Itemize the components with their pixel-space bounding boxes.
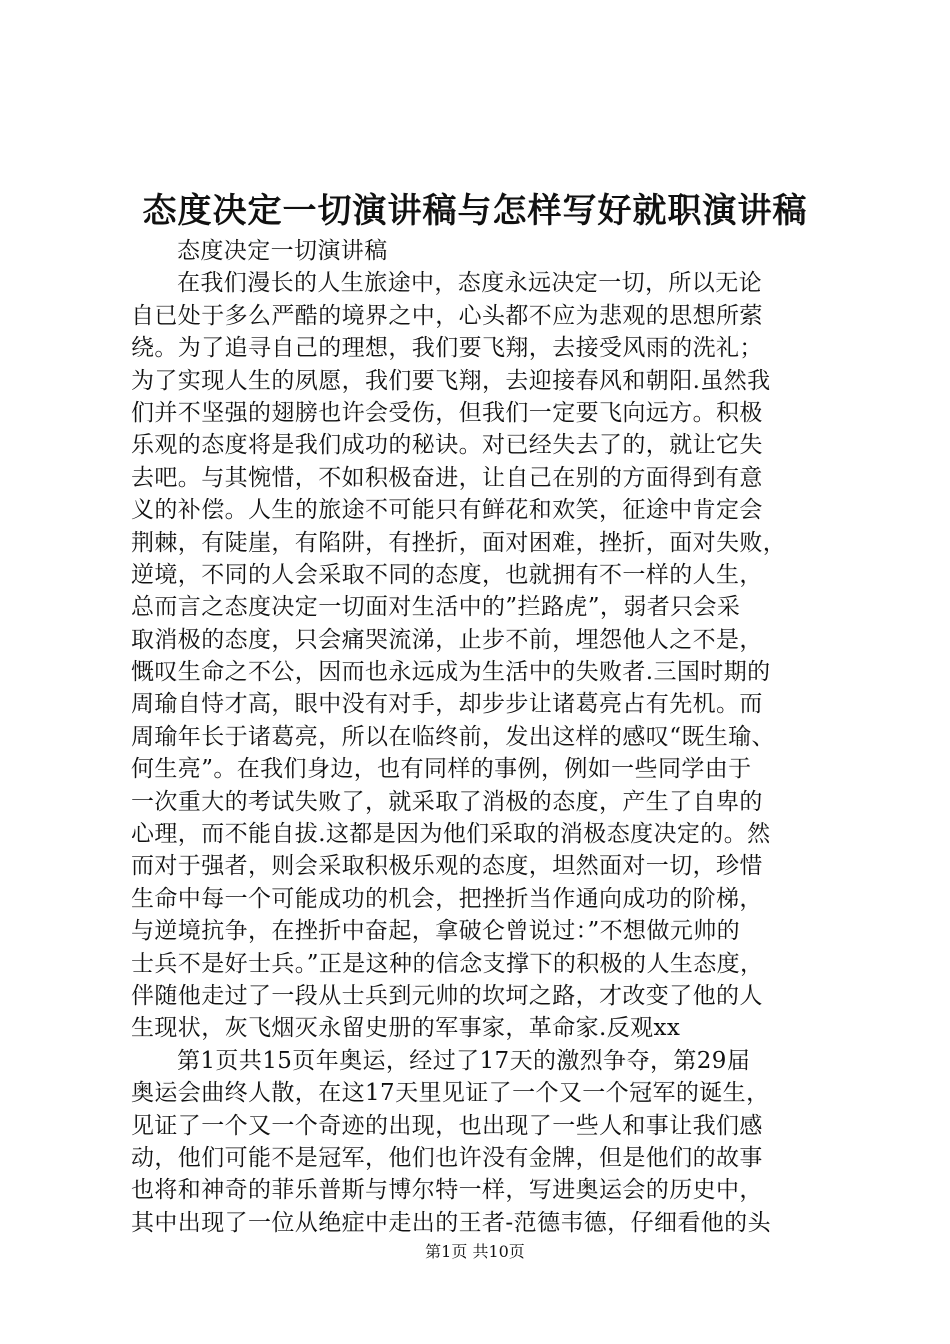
text-line: 乐观的态度将是我们成功的秘诀。对已经失去了的，就让它失	[131, 432, 763, 459]
text-line: 动，他们可能不是冠军，他们也许没有金牌，但是他们的故事	[131, 1144, 763, 1171]
text-line: 们并不坚强的翅膀也许会受伤，但我们一定要飞向远方。积极	[131, 399, 763, 426]
text-line: 总而言之态度决定一切面对生活中的”拦路虎”，弱者只会采	[131, 594, 741, 621]
text-line: 逆境，不同的人会采取不同的态度，也就拥有不一样的人生，	[131, 561, 763, 588]
section-heading: 态度决定一切演讲稿	[177, 238, 388, 264]
text-line: 荆棘，有陡崖，有陷阱，有挫折，面对困难，挫折，面对失败，	[131, 529, 787, 556]
text-line: 其中出现了一位从绝症中走出的王者-范德韦德，仔细看他的头	[131, 1209, 771, 1236]
text-line: 为了实现人生的夙愿，我们要飞翔，去迎接春风和朝阳.虽然我	[131, 367, 771, 394]
text-line: 生命中每一个可能成功的机会，把挫折当作通向成功的阶梯，	[131, 885, 763, 912]
text-line: 绕。为了追寻自己的理想，我们要飞翔，去接受风雨的洗礼；	[131, 335, 763, 362]
text-line: 奥运会曲终人散，在这17天里见证了一个又一个冠军的诞生，	[131, 1080, 770, 1107]
text-line: 与逆境抗争，在挫折中奋起，拿破仑曾说过：”不想做元帅的	[131, 918, 741, 945]
document-body	[131, 235, 831, 1239]
text-line: 士兵不是好士兵。”正是这种的信念支撑下的积极的人生态度，	[131, 950, 764, 977]
text-line: 第1页共15页年奥运，经过了17天的激烈争夺，第29届	[177, 1047, 751, 1074]
page-footer: 第1页 共10页	[425, 1242, 525, 1261]
text-line: 在我们漫长的人生旅途中，态度永远决定一切，所以无论	[177, 270, 762, 297]
text-line: 何生亮”。在我们身边，也有同样的事例，例如一些同学由于	[131, 756, 752, 783]
text-line: 慨叹生命之不公，因而也永远成为生活中的失败者.三国时期的	[131, 659, 771, 686]
text-line: 自已处于多么严酷的境界之中，心头都不应为悲观的思想所萦	[131, 302, 763, 329]
text-line: 见证了一个又一个奇迹的出现，也出现了一些人和事让我们感	[131, 1112, 763, 1139]
text-line: 心理，而不能自拔.这都是因为他们采取的消极态度决定的。然	[131, 821, 771, 848]
text-line: 取消极的态度，只会痛哭流涕，止步不前，埋怨他人之不是，	[131, 626, 763, 653]
text-line: 周瑜自恃才高，眼中没有对手，却步步让诸葛亮占有先机。而	[131, 691, 763, 718]
text-line: 周瑜年长于诸葛亮，所以在临终前，发出这样的感叹“既生瑜、	[131, 723, 775, 750]
text-line: 伴随他走过了一段从士兵到元帅的坎坷之路，才改变了他的人	[131, 982, 763, 1009]
text-line: 义的补偿。人生的旅途不可能只有鲜花和欢笑，征途中肯定会	[131, 497, 763, 524]
document-title: 态度决定一切演讲稿与怎样写好就职演讲稿	[142, 191, 808, 231]
text-line: 也将和神奇的菲乐普斯与博尔特一样，写进奥运会的历史中，	[131, 1177, 763, 1204]
text-line: 而对于强者，则会采取积极乐观的态度，坦然面对一切，珍惜	[131, 853, 763, 880]
text-line: 生现状，灰飞烟灭永留史册的军事家，革命家.反观xx	[131, 1015, 681, 1042]
text-line: 去吧。与其惋惜，不如积极奋进，让自己在别的方面得到有意	[131, 464, 763, 491]
text-line: 一次重大的考试失败了，就采取了消极的态度，产生了自卑的	[131, 788, 763, 815]
